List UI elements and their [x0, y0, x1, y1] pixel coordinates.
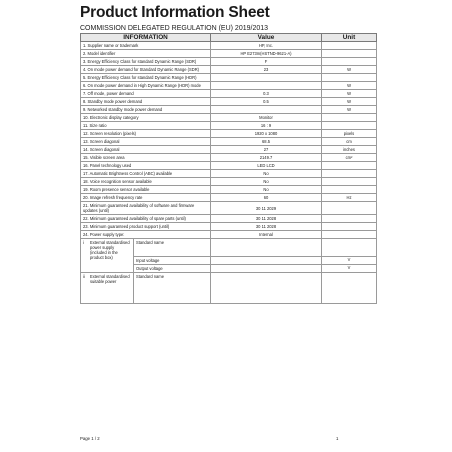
row-value: 30 11 2028	[211, 215, 322, 223]
table-row	[81, 58, 377, 66]
row-value: 2149.7	[211, 154, 322, 162]
row-info: 9. Networked standby mode power demand	[81, 106, 211, 114]
power-supply-i-number: i	[83, 240, 84, 245]
table-row	[81, 50, 377, 58]
row-unit: pixels	[322, 130, 377, 138]
row-unit	[322, 74, 377, 82]
row-info: 13. Screen diagonal	[81, 138, 211, 146]
row-unit: W	[322, 90, 377, 98]
standard-name-label: Standard name	[136, 240, 164, 245]
standard-name-label-2: Standard name	[136, 274, 164, 279]
row-info: 15. Visible screen area	[81, 154, 211, 162]
table-row	[81, 114, 377, 122]
table-row	[81, 186, 377, 194]
row-unit	[322, 50, 377, 58]
row-unit: Hz	[322, 194, 377, 202]
row-value	[211, 106, 322, 114]
row-info: 24. Power supply type:	[81, 231, 211, 239]
row-unit: inches	[322, 146, 377, 154]
table-header-row	[81, 34, 377, 42]
output-voltage-label: Output voltage	[134, 264, 210, 272]
input-voltage-unit: V	[322, 256, 376, 264]
row-unit	[322, 223, 377, 231]
input-voltage-label: Input voltage	[134, 256, 210, 264]
row-info: 12. Screen resolution (pixels)	[81, 130, 211, 138]
regulation-subtitle: COMMISSION DELEGATED REGULATION (EU) 2019/2013	[80, 25, 269, 32]
power-supply-ii-number: ii	[83, 274, 85, 279]
row-value: Internal	[211, 231, 322, 239]
row-unit	[322, 162, 377, 170]
table-row	[81, 74, 377, 82]
table-row	[81, 42, 377, 50]
table-row	[81, 178, 377, 186]
table-row	[81, 223, 377, 231]
row-info: 14. Screen diagonal	[81, 146, 211, 154]
table-row	[81, 231, 377, 239]
row-value: 30 11 2029	[211, 202, 322, 215]
row-info: 18. Voice recognition sensor available	[81, 178, 211, 186]
row-info: 1. Supplier name or trademark	[81, 42, 211, 50]
row-info: 17. Automatic Brightness Control (ABC) available	[81, 170, 211, 178]
row-unit	[322, 122, 377, 130]
power-supply-i-units	[322, 239, 377, 273]
row-value: 16 : 9	[211, 122, 322, 130]
power-supply-i-cell	[81, 239, 211, 273]
power-supply-i-values	[211, 239, 322, 273]
row-unit: W	[322, 106, 377, 114]
row-info: 11. Size ratio	[81, 122, 211, 130]
power-supply-ii-unit	[322, 273, 377, 304]
row-value: F	[211, 58, 322, 66]
row-unit	[322, 114, 377, 122]
row-unit	[322, 202, 377, 215]
row-info: 5. Energy Efficiency Class for standard Dynamic Range (HDR)	[81, 74, 211, 82]
power-supply-ii-cell	[81, 273, 211, 304]
row-info: 4. On mode power demand for Standard Dynamic Range (SDR)	[81, 66, 211, 74]
power-supply-ii-value	[211, 273, 322, 304]
row-unit: W	[322, 98, 377, 106]
header-information: INFORMATION	[81, 34, 211, 42]
row-value: HP, Inc.	[211, 42, 322, 50]
table-row	[81, 154, 377, 162]
row-unit	[322, 231, 377, 239]
row-info: 23. Minimum guaranteed product support (until)	[81, 223, 211, 231]
power-supply-i-row	[81, 239, 377, 273]
power-supply-ii-label: External standardised suitable power	[90, 274, 130, 284]
row-unit: cm	[322, 138, 377, 146]
row-value: 0.3	[211, 90, 322, 98]
row-value: 23	[211, 66, 322, 74]
row-value	[211, 82, 322, 90]
table-row	[81, 82, 377, 90]
table-row	[81, 90, 377, 98]
row-unit: W	[322, 82, 377, 90]
row-value: No	[211, 178, 322, 186]
row-info: 21. Minimum guaranteed availability of software and firmware updates (until)	[81, 202, 211, 215]
table-row	[81, 122, 377, 130]
table-row	[81, 146, 377, 154]
row-unit	[322, 186, 377, 194]
row-info: 19. Room presence sensor available	[81, 186, 211, 194]
table-row	[81, 215, 377, 223]
table-row	[81, 162, 377, 170]
row-value: 0.5	[211, 98, 322, 106]
header-unit: Unit	[322, 34, 377, 42]
row-info: 3. Energy Efficiency Class for standard Dynamic Range (SDR)	[81, 58, 211, 66]
row-info: 20. Image refresh frequency rate	[81, 194, 211, 202]
page-title: Product Information Sheet	[80, 4, 270, 21]
row-unit: W	[322, 66, 377, 74]
row-unit	[322, 215, 377, 223]
table-row	[81, 202, 377, 215]
row-info: 8. Standby mode power demand	[81, 98, 211, 106]
table-row	[81, 98, 377, 106]
row-value: No	[211, 170, 322, 178]
row-value: LED LCD	[211, 162, 322, 170]
row-info: 16. Panel technology used	[81, 162, 211, 170]
table-row	[81, 106, 377, 114]
output-voltage-unit: V	[322, 264, 376, 272]
row-value: 27	[211, 146, 322, 154]
page-number: 1	[336, 436, 339, 441]
row-info: 2. Model identifier	[81, 50, 211, 58]
row-value: 1920 x 1080	[211, 130, 322, 138]
row-info: 22. Minimum guaranteed availability of spare parts (until)	[81, 215, 211, 223]
row-unit	[322, 178, 377, 186]
product-info-table	[80, 33, 377, 304]
row-value: HP E273m(HSTND-9621-A)	[211, 50, 322, 58]
header-value: Value	[211, 34, 322, 42]
row-unit	[322, 170, 377, 178]
row-value: 60	[211, 194, 322, 202]
row-unit	[322, 42, 377, 50]
row-value: Monitor	[211, 114, 322, 122]
row-unit	[322, 58, 377, 66]
row-info: 10. Electronic display category	[81, 114, 211, 122]
row-value: 68.5	[211, 138, 322, 146]
row-info: 6. On mode power demand in High Dynamic Range (HDR) mode	[81, 82, 211, 90]
table-row	[81, 138, 377, 146]
table-row	[81, 170, 377, 178]
row-value	[211, 74, 322, 82]
power-supply-ii-row	[81, 273, 377, 304]
power-supply-i-label: External standardised power supply (included in the product box)	[90, 240, 130, 260]
page-footer: Page 1 / 2	[80, 436, 100, 441]
table-row	[81, 66, 377, 74]
row-unit: cm²	[322, 154, 377, 162]
row-value: No	[211, 186, 322, 194]
table-row	[81, 130, 377, 138]
row-value: 30 11 2028	[211, 223, 322, 231]
table-row	[81, 194, 377, 202]
row-info: 7. Off mode, power demand	[81, 90, 211, 98]
